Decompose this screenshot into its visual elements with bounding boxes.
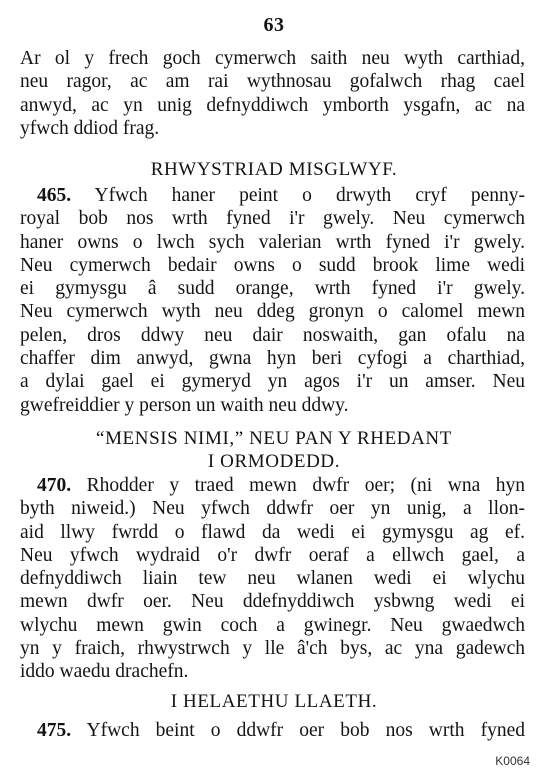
heading-line: I ORMODEDD. [207, 451, 341, 472]
section-paragraph [20, 474, 525, 684]
heading-line: I HELAETHU LLAETH. [170, 691, 378, 712]
text-line: iddo waedu drachefn. [20, 661, 189, 683]
heading-line: “MENSIS NIMI,” NEU PAN Y RHEDANT [96, 428, 452, 449]
paragraph-number: 475. [37, 720, 72, 741]
text-line: aid llwy fwrdd o flawd da wedi ei gymysgu ag ef. [20, 521, 525, 543]
paragraph-number: 470. [37, 475, 72, 496]
scan-id-stamp: K0064 [495, 754, 530, 768]
paragraph-number: 465. [37, 185, 72, 206]
text-line: wlychu mewn gwin coch a gwinegr. Neu gwaedwch [20, 614, 525, 636]
section-heading [0, 158, 548, 181]
text-line: byth niweid.) Neu yfwch ddwfr oer yn unig, a llon- [20, 498, 525, 520]
text-line: Neu cymerwch bedair owns o sudd brook lime wedi [20, 254, 525, 276]
text-line: 465. Yfwch haner peint o drwyth cryf penny- [37, 185, 525, 206]
text-line: Neu yfwch wydraid o'r dwfr oeraf a ellwch gael, a [20, 544, 525, 566]
section-paragraph [20, 184, 525, 417]
section-paragraph [20, 719, 525, 742]
text-line: gwefreiddier y person un waith neu ddwy. [20, 394, 349, 416]
text-line: pelen, dros ddwy neu dair noswaith, gan ofalu na [20, 324, 525, 346]
text-line: haner owns o lwch sych valerian wrth fyned i'r gwely. [20, 231, 525, 253]
text-line: royal bob nos wrth fyned i'r gwely. Neu cymerwch [20, 208, 525, 230]
section-heading [0, 427, 548, 473]
heading-line: RHWYSTRIAD MISGLWYF. [150, 159, 398, 180]
section-heading [0, 690, 548, 713]
text-line: Neu cymerwch wyth neu ddeg gronyn o calomel mewn [20, 301, 525, 323]
text-line: ei gymysgu â sudd orange, wrth fyned i'r gwely. [20, 278, 525, 300]
text-line: mewn dwfr oer. Neu ddefnyddiwch ysbwng wedi ei [20, 591, 525, 613]
text-line: anwyd, ac yn unig defnyddiwch ymborth ysgafn, ac na [20, 94, 525, 116]
text-line: a dylai gael ei gymeryd yn agos i'r un amser. Neu [20, 371, 525, 393]
text-line: Ar ol y frech goch cymerwch saith neu wyth carthiad, [20, 48, 525, 69]
text-line: yn y fraich, rhwystrwch y lle â'ch bys, ac yna gadewch [20, 638, 525, 660]
text-line: yfwch ddiod frag. [20, 117, 160, 139]
text-line: 475. Yfwch beint o ddwfr oer bob nos wrth fyned [37, 720, 525, 741]
text-line: neu ragor, ac am rai wythnosau gofalwch rhag cael [20, 71, 525, 93]
page-number: 63 [263, 14, 285, 36]
text-line: defnyddiwch liain tew neu wlanen wedi ei wlychu [20, 568, 525, 590]
text-line: 470. Rhodder y traed mewn dwfr oer; (ni wna hyn [37, 475, 525, 496]
intro-paragraph [20, 47, 525, 140]
text-line: chaffer dim anwyd, gwna hyn beri cyfogi a charthiad, [20, 348, 525, 370]
